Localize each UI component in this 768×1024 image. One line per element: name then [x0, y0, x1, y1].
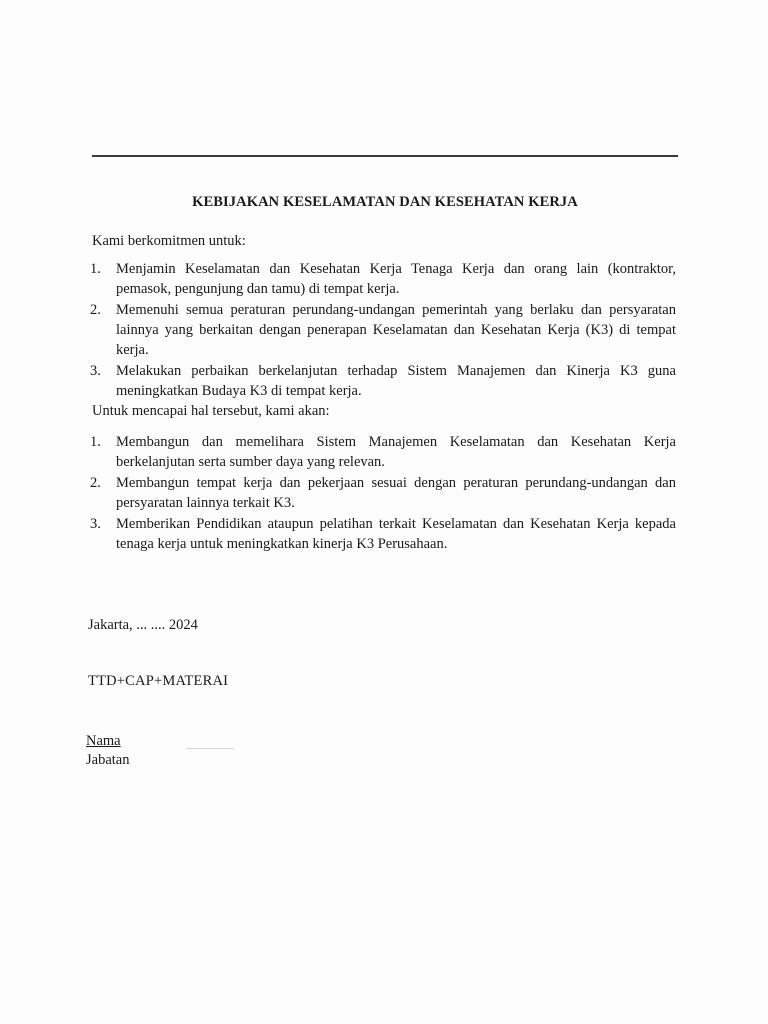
signature-note: TTD+CAP+MATERAI	[88, 673, 229, 689]
place-date: Jakarta, ... .... 2024	[88, 617, 198, 633]
list-item-text: Membangun dan memelihara Sistem Manajemen Keselamatan dan Kesehatan Kerja berkelanjutan serta sumber daya yang relevan.	[116, 434, 676, 470]
list-item-text: Memenuhi semua peraturan perundang-undangan pemerintah yang berlaku dan persyaratan lainnya yang berkaitan dengan penerapan Keselamatan dan Kesehatan Kerja (K3) di tempat kerja.	[116, 302, 676, 358]
commitment-list	[90, 259, 676, 402]
header-rule	[92, 155, 678, 157]
list-item-number: 2.	[90, 475, 101, 491]
list-item	[90, 300, 676, 360]
list-item	[90, 361, 676, 401]
action-intro: Untuk mencapai hal tersebut, kami akan:	[92, 403, 330, 419]
list-item-number: 1.	[90, 261, 101, 277]
signer-name: Nama	[86, 733, 121, 749]
action-list	[90, 432, 676, 555]
faint-mark	[186, 748, 234, 749]
signer-position: Jabatan	[86, 752, 130, 768]
list-item-number: 3.	[90, 516, 101, 532]
list-item-text: Memberikan Pendidikan ataupun pelatihan terkait Keselamatan dan Kesehatan Kerja kepada tenaga kerja untuk meningkatkan kinerja K3 Perusahaan.	[116, 516, 676, 552]
list-item-text: Membangun tempat kerja dan pekerjaan sesuai dengan peraturan perundang-undangan dan persyaratan lainnya terkait K3.	[116, 475, 676, 511]
list-item	[90, 514, 676, 554]
list-item-number: 2.	[90, 302, 101, 318]
list-item-number: 3.	[90, 363, 101, 379]
list-item	[90, 473, 676, 513]
list-item-text: Melakukan perbaikan berkelanjutan terhadap Sistem Manajemen dan Kinerja K3 guna meningkatkan Budaya K3 di tempat kerja.	[116, 363, 676, 399]
document-title: KEBIJAKAN KESELAMATAN DAN KESEHATAN KERJA	[192, 194, 578, 210]
commitment-intro: Kami berkomitmen untuk:	[92, 233, 246, 249]
list-item	[90, 432, 676, 472]
list-item-number: 1.	[90, 434, 101, 450]
list-item-text: Menjamin Keselamatan dan Kesehatan Kerja Tenaga Kerja dan orang lain (kontraktor, pemasok, pengunjung dan tamu) di tempat kerja.	[116, 261, 676, 297]
list-item	[90, 259, 676, 299]
